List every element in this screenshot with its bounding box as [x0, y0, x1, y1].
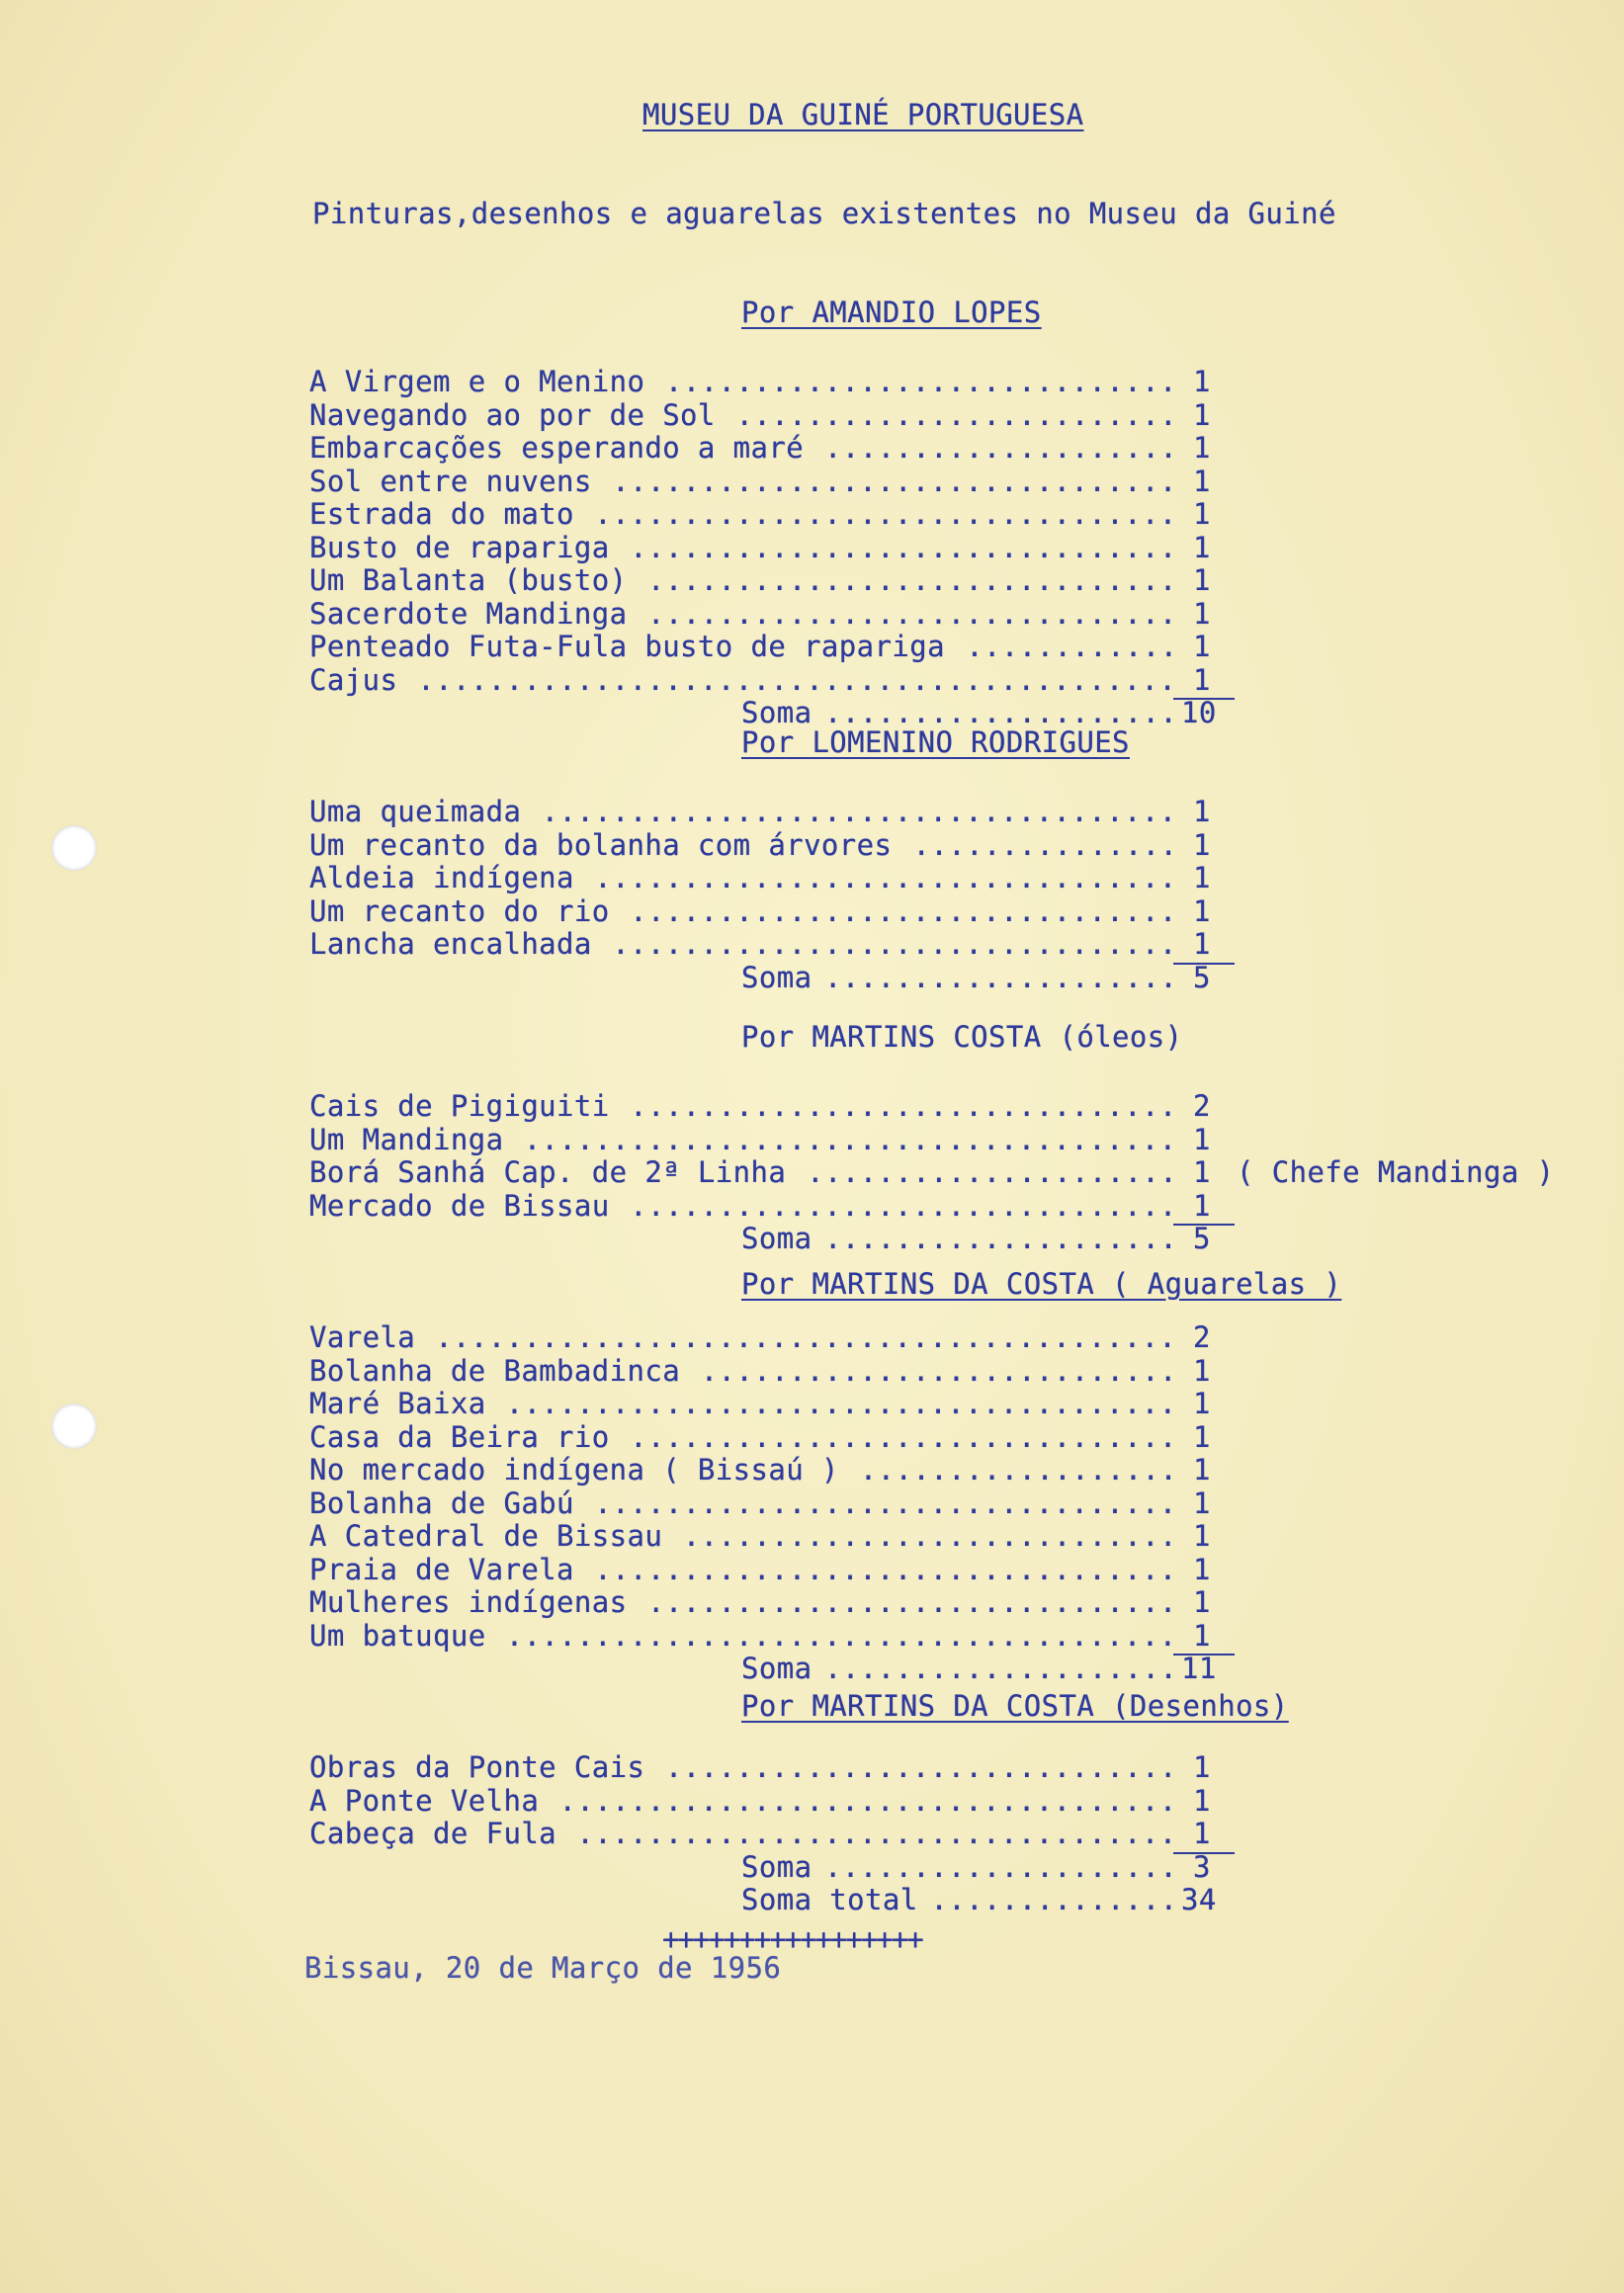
item-count: 1 [1193, 464, 1211, 498]
item-title: Um batuque [309, 1618, 486, 1653]
leader-dots: ............... [912, 827, 1178, 862]
item-title: Uma queimada [309, 795, 522, 828]
item-title: Um Mandinga [309, 1122, 504, 1156]
sum-value: 11 [1181, 1652, 1217, 1685]
leader-dots: ............................... [630, 1089, 1177, 1123]
sum-value: 10 [1181, 696, 1217, 729]
item-count: 1 [1193, 530, 1211, 564]
leader-dots: .............................. [647, 563, 1177, 597]
item-count: 1 [1193, 1519, 1211, 1553]
leader-dots: .......................................... [435, 1320, 1177, 1354]
item-title: Navegando ao por de Sol [309, 397, 716, 432]
item-title: Maré Baixa [309, 1387, 486, 1420]
leader-dots: ............................... [630, 1188, 1177, 1223]
item-title: Mercado de Bissau [309, 1188, 610, 1223]
leader-dots: ............................. [664, 365, 1177, 398]
item-count: 1 [1193, 1353, 1211, 1388]
item-count: 1 [1193, 397, 1211, 432]
item-title: Um recanto da bolanha com árvores [309, 827, 893, 862]
leader-dots: ............................ [682, 1519, 1177, 1553]
section-heading: Por AMANDIO LOPES [741, 296, 1042, 329]
leader-dots: .................... [824, 960, 1178, 994]
item-title: A Ponte Velha [309, 1783, 540, 1818]
item-count: 1 [1193, 795, 1211, 828]
item-title: A Virgem e o Menino [309, 365, 645, 398]
item-count: 1 [1193, 927, 1211, 961]
item-count: 1 [1193, 1783, 1211, 1818]
leader-dots: .................... [824, 1222, 1178, 1255]
item-title: A Catedral de Bissau [309, 1519, 663, 1553]
section-heading: Por LOMENINO RODRIGUES [741, 725, 1130, 759]
item-count: 1 [1193, 1419, 1211, 1454]
leader-dots: .................... [824, 696, 1178, 729]
section-heading: Por MARTINS DA COSTA (Desenhos) [741, 1689, 1289, 1723]
leader-dots: ........................... [700, 1353, 1177, 1388]
item-count: 1 [1193, 1122, 1211, 1156]
item-title: Varela [309, 1320, 416, 1354]
item-count: 1 [1193, 497, 1211, 531]
item-count: 1 [1193, 662, 1211, 697]
item-count: 1 [1193, 1552, 1211, 1586]
leader-dots: ................................. [594, 1552, 1177, 1586]
item-count: 1 [1193, 1618, 1211, 1653]
document-subtitle: Pinturas,desenhos e aguarelas existentes no Museu da Guiné [312, 197, 1336, 230]
item-title: Bolanha de Bambadinca [309, 1353, 681, 1388]
item-count: 1 [1193, 861, 1211, 894]
leader-dots: ........................................... [417, 662, 1177, 697]
item-count: 1 [1193, 1155, 1211, 1189]
section-heading: Por MARTINS DA COSTA ( Aguarelas ) [741, 1267, 1342, 1301]
item-count: 1 [1193, 630, 1211, 663]
leader-dots: ..................... [807, 1155, 1178, 1189]
sum-value: 3 [1193, 1849, 1211, 1884]
item-title: Praia de Varela [309, 1552, 574, 1586]
item-title: Mulheres indígenas [309, 1585, 628, 1619]
leader-dots: .................................. [576, 1817, 1177, 1850]
item-title: Obras da Ponte Cais [309, 1750, 645, 1784]
sum-label: Soma [741, 1652, 812, 1685]
leader-dots: ................................. [594, 861, 1177, 894]
item-count: 1 [1193, 1750, 1211, 1784]
leader-dots: ............................... [630, 1419, 1177, 1454]
total-label: Soma total [741, 1883, 918, 1916]
leader-dots: ................................. [594, 497, 1177, 531]
leader-dots: ................................ [612, 927, 1177, 961]
item-title: Busto de rapariga [309, 530, 610, 564]
document-title: MUSEU DA GUINÉ PORTUGUESA [642, 98, 1084, 131]
item-count: 2 [1193, 1320, 1211, 1354]
item-title: Um Balanta (busto) [309, 563, 628, 597]
leader-dots: ................................ [612, 464, 1177, 498]
section-heading: Por MARTINS COSTA (óleos) [741, 1020, 1183, 1054]
item-count: 1 [1193, 1188, 1211, 1223]
sum-label: Soma [741, 960, 812, 994]
item-note: ( Chefe Mandinga ) [1237, 1155, 1555, 1189]
item-count: 1 [1193, 893, 1211, 928]
sum-value: 5 [1193, 1222, 1211, 1255]
leader-dots: ............ [966, 630, 1178, 663]
item-title: Um recanto do rio [309, 893, 610, 928]
item-title: Estrada do mato [309, 497, 574, 531]
leader-dots: ..................................... [523, 1122, 1177, 1156]
item-count: 1 [1193, 365, 1211, 398]
sum-label: Soma [741, 696, 812, 729]
item-title: Aldeia indígena [309, 861, 574, 894]
leader-dots: .................................... [541, 795, 1177, 828]
item-title: Bolanha de Gabú [309, 1486, 574, 1520]
item-count: 1 [1193, 1817, 1211, 1850]
item-count: 1 [1193, 827, 1211, 862]
leader-dots: .................... [824, 1652, 1178, 1685]
leader-dots: ......................... [735, 397, 1177, 432]
punch-hole [51, 1403, 97, 1449]
leader-dots: .............................. [647, 596, 1177, 631]
leader-dots: ................................... [558, 1783, 1177, 1818]
leader-dots: .............................. [647, 1585, 1177, 1619]
item-count: 1 [1193, 1387, 1211, 1420]
item-title: Embarcações esperando a maré [309, 431, 805, 465]
leader-dots: ...................................... [505, 1618, 1177, 1653]
item-title: Cabeça de Fula [309, 1817, 557, 1850]
leader-dots: ............................... [630, 530, 1177, 564]
leader-dots: .................. [859, 1453, 1178, 1486]
item-count: 1 [1193, 431, 1211, 465]
item-title: Sacerdote Mandinga [309, 596, 628, 631]
leader-dots: .................... [824, 1849, 1178, 1884]
item-count: 2 [1193, 1089, 1211, 1123]
leader-dots: ............................. [664, 1750, 1177, 1784]
item-count: 1 [1193, 1585, 1211, 1619]
date-line: Bissau, 20 de Março de 1956 [304, 1951, 782, 1985]
leader-dots: .................... [824, 431, 1178, 465]
total-value: 34 [1181, 1883, 1217, 1916]
item-title: Lancha encalhada [309, 927, 592, 961]
leader-dots: ................................. [594, 1486, 1177, 1520]
separator-line: +++++++++++++++++ [662, 1922, 922, 1956]
item-title: Penteado Futa-Fula busto de rapariga [309, 630, 945, 663]
punch-hole [51, 825, 97, 871]
item-count: 1 [1193, 563, 1211, 597]
item-title: Sol entre nuvens [309, 464, 592, 498]
item-title: Casa da Beira rio [309, 1419, 610, 1454]
leader-dots: ...................................... [505, 1387, 1177, 1420]
item-count: 1 [1193, 596, 1211, 631]
item-title: Cajus [309, 662, 398, 697]
leader-dots: ............................... [630, 893, 1177, 928]
item-count: 1 [1193, 1486, 1211, 1520]
sum-label: Soma [741, 1222, 812, 1255]
leader-dots: .............. [930, 1883, 1178, 1916]
sum-value: 5 [1193, 960, 1211, 994]
item-title: No mercado indígena ( Bissaú ) [309, 1453, 839, 1486]
item-count: 1 [1193, 1453, 1211, 1486]
sum-label: Soma [741, 1849, 812, 1884]
item-title: Borá Sanhá Cap. de 2ª Linha [309, 1155, 787, 1189]
item-title: Cais de Pigiguiti [309, 1089, 610, 1123]
